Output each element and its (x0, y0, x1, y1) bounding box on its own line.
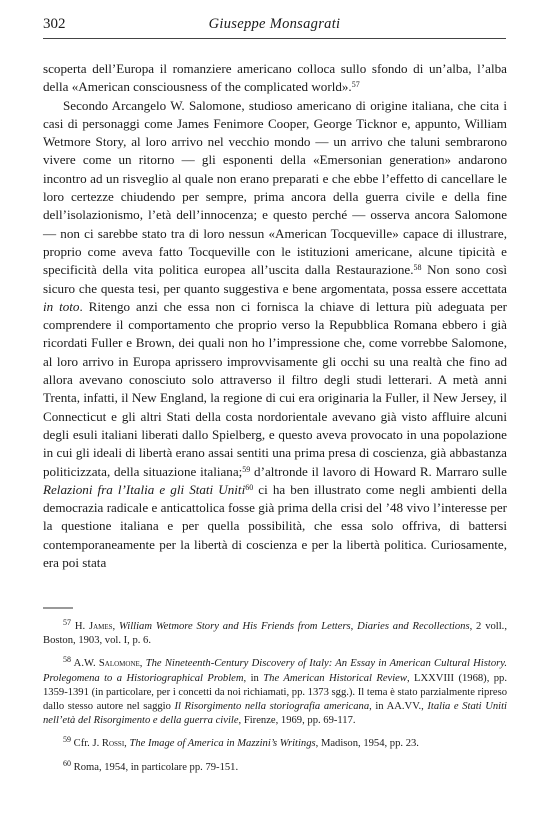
italic-text: The American Historical Review (263, 672, 407, 684)
footnotes (43, 620, 507, 784)
footnote-marker: 59 (242, 464, 251, 474)
footnote (43, 758, 507, 775)
italic-text: Italia e Stati Uniti nell’età del Risorgimento e della guerra civile (43, 701, 507, 727)
author-name: Rossi (101, 738, 125, 750)
text-run: , in (243, 672, 264, 684)
text-run: Non sono così sicuro che questa tesi, per quanto suggestiva e bene argomentata, possa essere accettata (43, 262, 507, 296)
text-run: scoperta dell’Europa il romanziere americano colloca sullo sfondo di un’alba, l’alba della «American consciousness of the complicated world». (43, 61, 507, 95)
footnote-marker: 58 (413, 263, 422, 273)
text-run: , in AA.VV., (369, 701, 428, 713)
italic-text: Relazioni fra l’Italia e gli Stati Uniti (43, 481, 246, 497)
text-run: , (112, 621, 120, 632)
footnote (43, 620, 507, 648)
text-run: . Ritengo anzi che essa non ci fornisca la chiave di lettura più adeguata per comprendere il comportamento che proprio verso la Repubblica Romana ebbero i già ricordati Fuller e Brown, dei quali non ho l’impressione che, come vorrebbe Salomone, al loro arrivo in Europa aprissero improvvisamente gli occhi su una realtà che fino ad allora avevano conosciuto solo attraverso il filtro degli studi letterari. A metà anni Trenta, infatti, il New England, la regione di cui era originaria la Fuller, il New Jersey, il Connecticut e gli altri Stati della costa nordorientale avevano già visto affluire alcuni degli esuli italiani liberati dallo Spielberg, e questo aveva provocato in una popolazione in cui gli ideali di libertà erano assai sentiti una prima presa di coscienza, già abbastanza politicizzata, della situazione italiana; (43, 298, 507, 479)
author-name: James (88, 621, 113, 632)
text-run: , Firenze, 1969, pp. 69-117. (238, 715, 356, 727)
footnote (43, 737, 507, 751)
author-name: Salomone (98, 658, 140, 670)
footnote-rule (43, 607, 507, 609)
body-text (43, 60, 507, 572)
text-run: , (124, 738, 130, 750)
footnote-marker: 60 (245, 482, 254, 492)
text-run: , 2 voll., Boston, 1903, vol. I, p. 6. (43, 621, 507, 647)
italic-text: Il Risorgimento nella storiografia americana (174, 701, 370, 713)
paragraph (43, 60, 507, 97)
footnote-marker: 57 (351, 80, 360, 90)
footnote-marker: 57 (63, 618, 71, 627)
text-run: Secondo Arcangelo W. Salomone, studioso americano di origine italiana, che cita i casi di personaggi come James Fenimore Cooper, George Ticknor e, appunto, William Wetmore Story, al loro arrivo nel vecchio mondo — un arrivo che taluni sembrarono vivere come un ritorno — gli esponenti della «Emersonian generation» andarono incontro ad un risveglio al quale non erano preparati e che ebbe l’effetto di cancellare le loro certezze chiudendo per sempre, prima ancora della guerra civile e della fine dell’isolazionismo, l’età dell’innocenza; e questo perché — osserva ancora Salomone — non ci sarebbe stato tra di loro nessun «American Tocqueville» capace di illustrare, proprio come aveva fatto Tocqueville con le istituzioni americane, alcune tipicità e specificità della vita politica europea all’uscita dalla Restaurazione. (43, 97, 507, 278)
footnote (43, 657, 507, 728)
footnote-marker: 59 (63, 735, 71, 745)
italic-text: William Wetmore Story and His Friends from Letters, Diaries and Recollections (119, 621, 470, 632)
text-run: , (139, 658, 146, 670)
text-run: A.W. (71, 658, 99, 670)
text-run: , LXXVIII (1968), pp. 1359-1391 (in particolare, per i concetti da noi richiamati, pp. 1373 sgg.). Il tema è stato parzialmente ripreso dallo stesso autore nel saggio (43, 672, 508, 713)
italic-text: in toto (43, 298, 80, 314)
page-number: 302 (43, 16, 66, 32)
italic-text: The Nineteenth-Century Discovery of Italy: An Essay in American Cultural History. Prolegomena to a Historiographical Problem (43, 658, 508, 684)
text-run: Cfr. J. (71, 738, 102, 750)
text-run: H. (71, 621, 89, 632)
paragraph (43, 97, 507, 573)
text-run: ci ha ben illustrato come negli ambienti della democrazia radicale e anticattolica fosse già prima della crisi del ’48 vivo l’interesse per la questione italiana e per quella possibilità, che essa solo offriva, di battersi contemporaneamente per la libertà di coscienza e per la libertà politica. Curiosamente, era poi stata (43, 481, 508, 571)
page-header (43, 12, 506, 39)
footnote-marker: 58 (63, 655, 71, 665)
text-run: Roma, 1954, in particolare pp. 79-151. (71, 761, 239, 773)
running-head: Giuseppe Monsagrati (208, 16, 341, 32)
footnote-marker: 60 (63, 758, 71, 768)
text-run: , Madison, 1954, pp. 23. (315, 738, 419, 750)
italic-text: The Image of America in Mazzini’s Writings (129, 738, 316, 750)
text-run: d’altronde il lavoro di Howard R. Marraro sulle (250, 463, 507, 479)
